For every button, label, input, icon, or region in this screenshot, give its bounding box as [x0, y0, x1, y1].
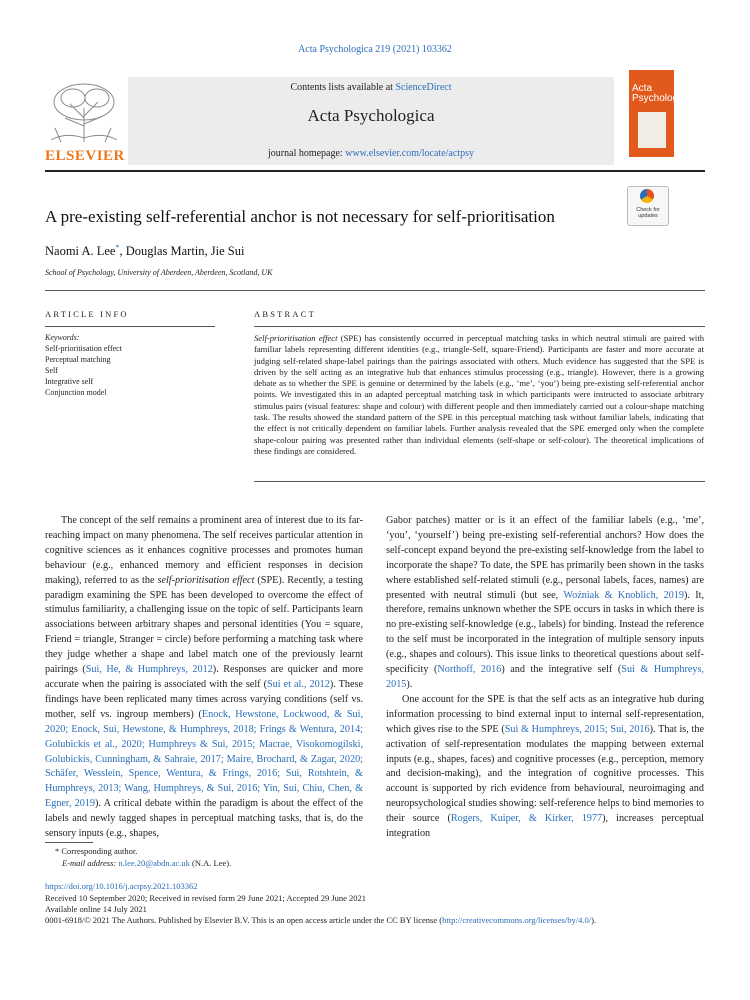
journal-name: Acta Psychologica: [307, 106, 435, 125]
body-column-left: [45, 514, 363, 842]
journal-citation[interactable]: Acta Psychologica 219 (2021) 103362: [298, 44, 452, 55]
header-divider: [45, 170, 705, 172]
keyword: Integrative self: [45, 377, 94, 386]
homepage-link[interactable]: www.elsevier.com/locate/actpsy: [345, 148, 474, 159]
article-info-divider: [45, 326, 215, 327]
keyword: Self-prioritisation effect: [45, 344, 122, 353]
affiliation: School of Psychology, University of Aberdeen, Aberdeen, Scotland, UK: [45, 268, 273, 277]
citation-link[interactable]: Rogers, Kuiper, & Kirker, 1977: [450, 813, 603, 825]
citation-link[interactable]: Enock, Hewstone, Lockwood, & Sui, 2020; Enock, Sui, Hewstone, & Humphreys, 2018; Frings & Wentura, 2014; Golubickis et al., 2020; Humphreys & Sui, 2015; Macrae, Visokomogilski, Golubickis, Cunningham, & Sahraie, 2017; Maire, Brochard, & Zagar, 2020; Schäfer, Wesslein, Spence, Wentura, & Frings, 2016; Sui, Rotshtein, & Humphreys, 2013; Wang, Humphreys, & Sui, 2016; Yin, Sui, Chiu, Chen, & Egner, 2019: [45, 708, 363, 810]
citation-link[interactable]: Northoff, 2016: [437, 664, 502, 676]
author-list: Naomi A. Lee*, Douglas Martin, Jie Sui: [45, 243, 245, 259]
sciencedirect-link[interactable]: ScienceDirect: [395, 82, 452, 93]
corresponding-author-mark[interactable]: *: [115, 243, 120, 252]
available-online: Available online 14 July 2021: [45, 904, 147, 914]
license-link[interactable]: http://creativecommons.org/licenses/by/4.0/: [442, 915, 592, 925]
email-line: E-mail address: n.lee.20@abdn.ac.uk (N.A. Lee).: [62, 858, 232, 868]
journal-homepage-line: journal homepage: www.elsevier.com/locate/actpsy: [268, 148, 474, 159]
article-title: A pre-existing self-referential anchor is not necessary for self-prioritisation: [45, 207, 555, 226]
received-dates: Received 10 September 2020; Received in revised form 29 June 2021; Accepted 29 June 2021: [45, 893, 367, 903]
abstract-bottom-divider: [254, 481, 705, 482]
section-divider: [45, 290, 705, 291]
body-column-right: [386, 514, 704, 842]
article-info-heading: ARTICLE INFO: [45, 309, 129, 319]
email-link[interactable]: n.lee.20@abdn.ac.uk: [118, 858, 190, 868]
abstract-heading: ABSTRACT: [254, 309, 316, 319]
citation-link[interactable]: Sui & Humphreys, 2015: [386, 664, 704, 690]
body-paragraph: Gabor patches) matter or is it an effect of the familiar labels (e.g., ‘me’, ‘you’, ‘yourself’) being pre-existing self-referential anchors? How does the self-concept expand beyond the pre-existing self-knowledge from the label to incorporate the shape? To date, the SPE has primarily been shown in the tasks where established self-related stimuli (e.g., personal labels, faces, names) are presented with neutral stimuli (but see, Woźniak & Knoblich, 2019). It, therefore, remains unknown whether the SPE occurs in tasks in which there is no pre-existing self-knowledge (e.g., labels) for binding. Instead the reference to the self must be incorporated in the integration of multiple sensory inputs (e.g., shapes and colours). This issue links to theoretical questions about self-specificity (Northoff, 2016) and the integrative self (Sui & Humphreys, 2015).: [386, 515, 704, 690]
contents-line: Contents lists available at ScienceDirect: [290, 82, 452, 93]
license-line: 0001-6918/© 2021 The Authors. Published by Elsevier B.V. This is an open access article under the CC BY license (http://creativecommons.org/licenses/by/4.0/).: [45, 915, 597, 925]
keyword: Conjunction model: [45, 388, 107, 397]
citation-link[interactable]: Woźniak & Knoblich, 2019: [563, 589, 684, 601]
corresponding-author-note: * Corresponding author.: [55, 846, 138, 856]
doi-link[interactable]: https://doi.org/10.1016/j.actpsy.2021.103362: [45, 881, 198, 891]
keyword: Self: [45, 366, 58, 375]
citation-link[interactable]: Sui & Humphreys, 2015; Sui, 2016: [504, 723, 650, 735]
body-paragraph: One account for the SPE is that the self acts as an integrative hub during information processing to bind external input to internal self-representation, which gives rise to the SPE (Sui & Humphreys, 2015; Sui, 2016). That is, the activation of self-representation modulates the mapping between external inputs (e.g., shapes, faces) and cognitive processes (e.g., perception, memory and decision-making), and the integration of cognitive processes. This account is supported by rich evidence from behavioural, neuroimaging and neuropsychological studies showing: self-reference helps to bind memories to their source (Rogers, Kuiper, & Kirker, 1977), increases perceptual integration: [386, 693, 704, 840]
cover-title: Acta Psychologica: [632, 83, 691, 104]
body-paragraph: The concept of the self remains a prominent area of interest due to its far-reaching impact on many phenomena. The self receives particular attention in cognitive sciences as it enhances cognitive processes and promotes human behaviour (e.g., enhanced memory and efficient responses in decision making), referred to as the self-prioritisation effect (SPE). Recently, a testing paradigm examining the SPE has been developed to overcome the effect of stimulus familiarity, a challenging issue on the topic of self. Participants learn associations between arbitrary shapes and personal identities (You = square, Friend = triangle, Stranger = circle) before performing a matching task where they judge whether a shape and label match one of the previously learnt pairings (Sui, He, & Humphreys, 2012). Responses are quicker and more accurate when the pairing is associated with the self (Sui et al., 2012). These findings have been replicated many times across varying conditions (self vs. mother, self vs. ingroup members) (Enock, Hewstone, Lockwood, & Sui, 2020; Enock, Sui, Hewstone, & Humphreys, 2018; Frings & Wentura, 2014; Golubickis et al., 2020; Humphreys & Sui, 2015; Macrae, Visokomogilski, Golubickis, Cunningham, & Sahraie, 2017; Maire, Brochard, & Zagar, 2020; Schäfer, Wesslein, Spence, Wentura, & Frings, 2016; Sui, Rotshtein, & Humphreys, 2013; Wang, Humphreys, & Sui, 2016; Yin, Sui, Chiu, Chen, & Egner, 2019). A critical debate within the paradigm is about the effect of the labels and newly tagged shapes in perceptual matching tasks, that is, do the sensory inputs (e.g., shapes,: [45, 515, 363, 840]
author-name: Naomi A. Lee: [45, 244, 116, 259]
elsevier-wordmark: ELSEVIER: [45, 148, 125, 164]
check-for-updates-label: Check for updates: [636, 207, 660, 219]
citation-link[interactable]: Sui, He, & Humphreys, 2012: [85, 664, 213, 676]
keywords-label: Keywords:: [45, 333, 80, 342]
citation-link[interactable]: Sui et al., 2012: [266, 678, 330, 690]
abstract-text: Self-prioritisation effect (SPE) has consistently occurred in perceptual matching tasks in which neutral stimuli are paired with familiar labels representing different identities (e.g., triangle-Self, square-Friend). Participants are faster and more accurate at judging self-related shape-label pairings than the pairings associated with others. Much evidence has suggested that the SPE is driven by the self acting as an integrative hub that enhances stimulus processing (e.g., triangle). However, there is a growing debate as to whether the SPE is genuine or determined by the labels (e.g., ‘me’, ‘you’) being pre-existing self-referential anchor points. We investigated this in an adapted perceptual matching task in which participants were instructed to associate arbitrary stimulus pairs (visual features: shape and colour) with different people and then immediately carried out a colour-shape matching task. The results showed the standard pattern of the SPE in this perceptual matching task without familiar labels, indicating that the effect is not critically dependent on familiar labels. Further analysis revealed that the SPE emerged only when the complete shape-colour pairing was presented rather than individual elements (self-shape or self-colour). The theoretical implications of these findings are considered.: [254, 333, 704, 456]
abstract-divider: [254, 326, 705, 327]
cover-illustration: [638, 112, 666, 148]
footnote-divider: [45, 842, 93, 843]
keyword: Perceptual matching: [45, 355, 111, 364]
crossmark-icon: [640, 189, 654, 203]
